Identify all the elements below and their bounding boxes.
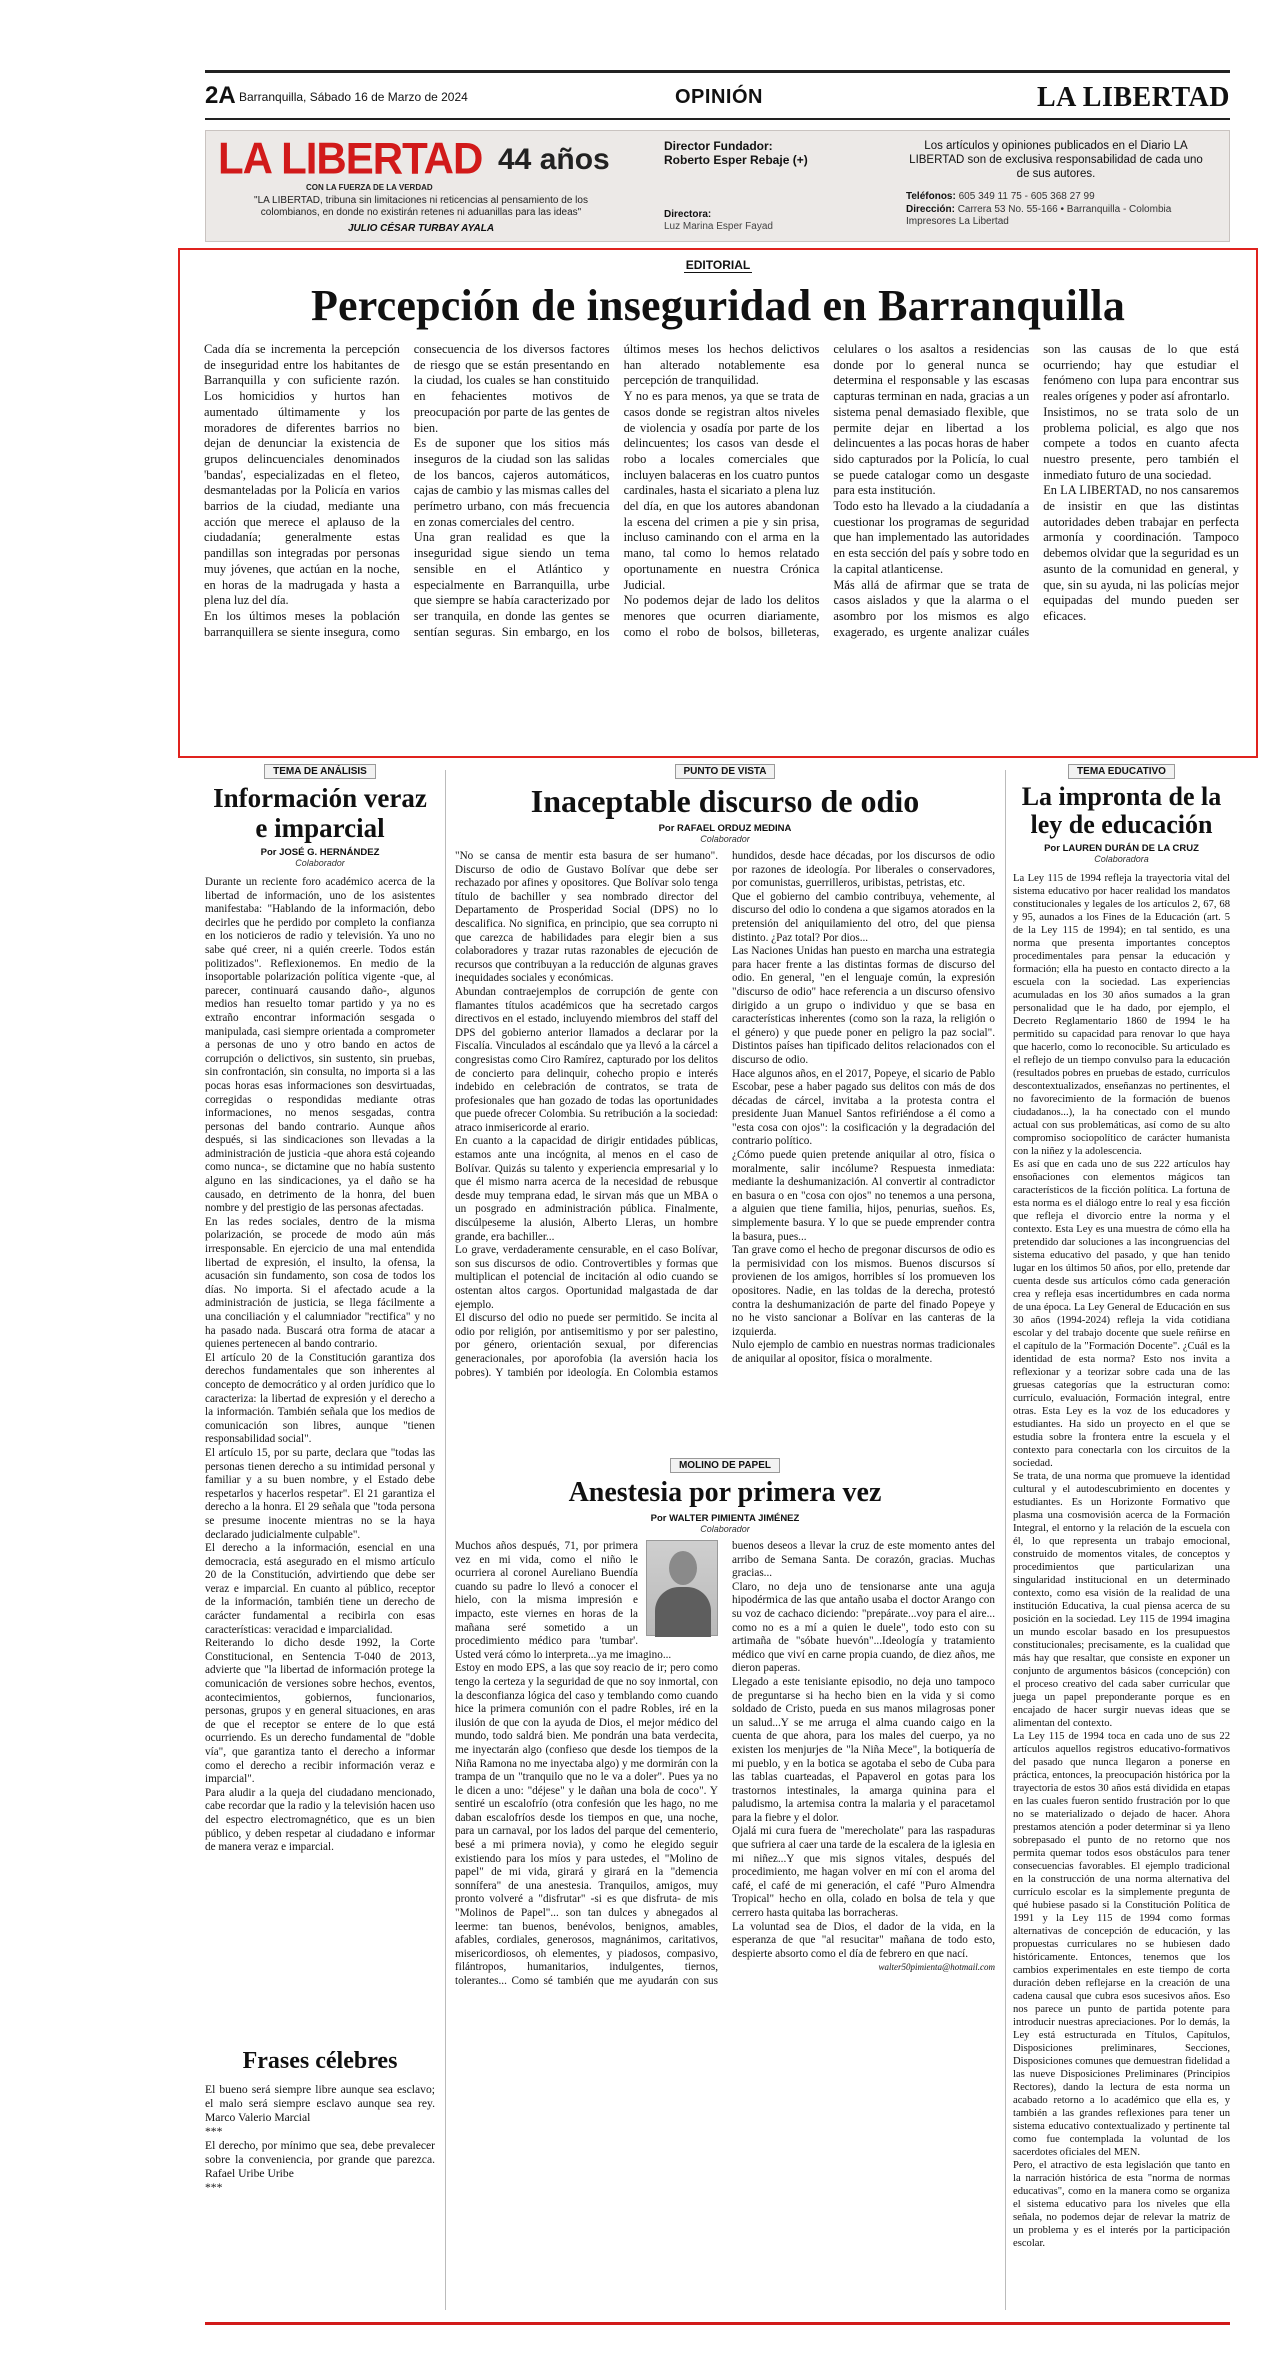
right-paragraph: Pero, el atractivo de esta legislación que tanto en la narración histórica de esta "norma de normas educativas", como en la manera como se organiza el sistema educativo para los niveles que ella señala, no podemos dejar de relevar la matriz de un problema y es el interés por la participación escolar.: [1013, 2160, 1230, 2249]
masthead-quote-author: JULIO CÉSAR TURBAY AYALA: [347, 223, 495, 234]
left-role: Colaborador: [295, 858, 345, 868]
column-divider: [445, 770, 446, 2310]
editorial-paragraph: Insistimos, no se trata solo de un problema policial, es algo que nos compete a todos en cuanto afecta nuestro presente, pero también el inmediato futuro de una sociedad.: [1043, 404, 1239, 482]
bottom-kicker: [455, 1460, 995, 1471]
top-rule: [205, 70, 1230, 73]
quotes-title: Frases célebres: [242, 2048, 398, 2074]
bottom-paragraph: Estoy en modo EPS, a las que soy reacio de ir; pero como tengo la certeza y la seguridad de que no soy inmortal, con la desconfianza lógica del caso y temblando como cuando hice la primera comunión con el padre Robles, iré en la ilusión de que con la ayuda de Dios, el mejor médico del mundo, todo saldrá bien. Me pondrán una bata verdecita, me inyectarán algo (confieso que desde los tiempos de la Niña Ramona no me inyectaba algo) y me dormirán con la trampa de un "tranquilo que no le va a doler". Pues ya no le dicen a uno: "déjese" y le dañan una bola de coco". Y sentiré un escalofrío (otra confesión que les hago, no me daban escalofríos desde los tiempos en que, una noche, para un carnaval, por los lados del parque del cementerio, besé a mi primera novia), y como he elegido seguir existiendo para los míos y para ustedes, el "Molino de papel" de mi vida, girará y girará en la "demencia sonnífera" de una anestesia. Tranquilos, amigos, muy pronto volveré a "disfrutar" -si es que disfruta- de mis "Molinos de Papel"... son tan dulces y abnegados al leerme: tan buenos, benévolos, benignos, amables, afables, cordiales, generosos, magnánimos, caritativos, misericordiosos, oh elementes, y piadosos, compasivo, filántropos, humanitarios, indulgentes, tiernos, tolerantes... Como sé también que me ayudarán con sus buenos deseos a llevar la cruz de este momento antes del arribo de Semana Santa. De corazón, gracias. Muchas gracias...: [455, 1540, 995, 1987]
bottom-paragraph: La voluntad sea de Dios, el dador de la vida, en la esperanza de que "al resucitar" mañana de todo esto, despierte absorto como el día de febrero en que nací.: [732, 1920, 995, 1960]
dateline: Barranquilla, Sábado 16 de Marzo de 2024: [239, 90, 468, 104]
center-paragraph: Tan grave como el hecho de pregonar discursos de odio es la permisividad con los mismos. Buenos discursos sí provienen de los amigos, horribles sí los promueven los opositores. Nadie, en las toldas de la derecha, protestó contra la deshumanización de parte del finado Popeye y no he visto sancionar a Bolívar en las canteras de la izquierda.: [732, 1244, 995, 1338]
bottom-rule: [205, 2322, 1230, 2325]
bottom-title: Anestesia por primera vez: [568, 1477, 882, 1508]
editorial-body: [204, 342, 1239, 752]
director-name: Luz Marina Esper Fayad: [664, 221, 773, 232]
editorial-paragraph: Es de suponer que los sitios más inseguros de la ciudad son las salidas de los bancos, cajeros automáticos, cajas de cambio y las mismas calles del perímetro urbano, con más frecuencia en zonas comerciales del centro.: [413, 436, 610, 529]
center-paragraph: Lo grave, verdaderamente censurable, en el caso Bolívar, son sus discursos de odio. Controvertibles y formas que multiplican el potencial de incitación al odio cuando se ostentan altos cargos. Oportunidad malgastada de dar ejemplo.: [455, 1244, 718, 1311]
center-body: [455, 850, 995, 1450]
masthead-years: 44 años: [498, 143, 610, 176]
left-kicker-text: TEMA DE ANÁLISIS: [264, 764, 376, 779]
header-rule: [205, 118, 1230, 120]
editorial-policy: Los artículos y opiniones publicados en el Diario LA LIBERTAD son de exclusiva responsabilidad de cada uno de sus autores.: [909, 140, 1203, 180]
center-paragraph: El discurso del odio no puede ser permitido. Se incita al odio por religión, por antisemitismo y por ser palestino, por género, orientación sexual, por diferencias generacionales, por aporofobia (la aversión hacia los pobres). Y también por ideología. En Colombia estamos hundidos, desde hace décadas, por los discursos de odio por razones de ideología. Por liberales o conservadores, por comunistas, guerrilleros, uribistas, petristas, etc.: [455, 850, 995, 1379]
phones-label: Teléfonos:: [906, 191, 956, 202]
bottom-body: [455, 1540, 995, 2280]
quote-item: El bueno será siempre libre aunque sea esclavo; el malo será siempre esclavo aunque sea rey. Marco Valerio Marcial: [205, 2083, 435, 2124]
masthead-tagline: CON LA FUERZA DE LA VERDAD: [306, 183, 433, 192]
center-role: Colaborador: [700, 834, 750, 844]
masthead-quote: "LA LIBERTAD, tribuna sin limitaciones ni reticencias al pensamiento de los colombianos, en donde no existirán retenes ni aduanillas para las ideas": [254, 195, 588, 218]
editorial-paragraph: Y no es para menos, ya que se trata de casos donde se registran altos niveles de violencia y osadía por parte de los delincuentes; los casos van desde el robo a locales comerciales que incluyen balaceras en los cuatro puntos cardinales, hasta el sicariato a plena luz del día, en que los autores abandonan la escena del crimen a pie y sin prisa, incluso caminando con el arma en la mano, tal como lo hemos relatado oportunamente en nuestra Crónica Judicial.: [623, 389, 820, 592]
editorial-paragraph: Todo esto ha llevado a la ciudadanía a cuestionar los programas de seguridad que han implementado las autoridades en esta sección del país y sobre todo en la capital atlanticense.: [833, 499, 1030, 576]
left-paragraph: El artículo 15, por su parte, declara que "todas las personas tienen derecho a su intimidad personal y familiar y a su buen nombre, y el Estado debe respetarlos y hacerlos respetar". El 21 garantiza el derecho a la honra. El 29 señala que "toda persona se presume inocente mientras no se la haya declarado judicialmente culpable".: [205, 1446, 435, 1541]
bottom-paragraph: Claro, no deja uno de tensionarse ante una aguja hipodérmica de las que antaño usaba el doctor Arango con su voz de cachaco diciendo: "prepárate...voy para el aire... como no es a mí a quien le duele", todo esto con su artimaña de "sóbate huevón"...Ideología y tratamiento médico que viví en carne propia cuando, de diez años, me dieron paperas.: [732, 1580, 995, 1675]
right-paragraph: La Ley 115 de 1994 toca en cada uno de sus 22 artículos aquellos registros educativo-formativos del pasado que nunca llegaron a ponerse en práctica, entonces, la preocupación histórica por la trayectoria de estos 30 años está dividida en etapas en las cuales fueron sentido frustración por lo que no se materializado o dejado de hacer. Ahora prestamos atención a poder determinar si ya lleno sobrepasado el punto de no retorno que nos permita quemar todos esos obstáculos para tener consecuencias favorables. El ejemplo tradicional en la construcción de una norma alternativa del currículo escolar es la simplemente pregunta de qué hubiese pasado si la Constitución Política de 1991 y la Ley 115 de 1994 como formas alternativas de concepción de educación, y las propuestas curriculares no se hubiesen dado históricamente. Entonces, tenemos que los cambios experimentales en este tiempo de corta duración deben reflejarse en la creación de una cadena causal que cubra esos sucesivos años. Eso nos parece un punto de partida potente para introducir nuestras apreciaciones. Por lo demás, la Ley está estructurada en Títulos, Capítulos, Disposiciones preliminares, Secciones, Disposiciones comunes que demuestran fidelidad a las nueve Disposiciones Preliminares (Principios Rectores), dando la lectura de esta norma un acabado retorno a lo académico que ella es, y también a las grandes reflexiones para tener un sistema educativo contextualizado y pertinente tal como fue contemplada la voluntad de los sacerdotes oficiales del MEN.: [1013, 1731, 1230, 2158]
masthead: [205, 130, 1230, 242]
left-title: Información veraz e imparcial: [213, 783, 427, 843]
editorial-paragraph: Cada día se incrementa la percepción de inseguridad entre los habitantes de Barranquilla y con suficiente razón. Los homicidios y hurtos han aumentado últimamente y los moradores de diferentes barrios no dejan de denunciar la existencia de grupos delincuenciales denominados 'bandas', especializadas en el fleteo, desmanteladas por la Policía en varios barrios de la ciudad, mediante una acción que merece el aplauso de la ciudadanía; generalmente estas pandillas son integradas por personas muy jóvenes, que actúan en la noche, en horas de la madrugada y hasta a plena luz del día.: [204, 342, 400, 608]
left-paragraph: El derecho a la información, esencial en una democracia, está asegurado en el mismo artículo 20 de la Constitución, advirtiendo que debe ser veraz e imparcial. En cuanto al público, receptor de la información, también tiene un derecho de carácter fundamental a recibirla con esas características: veracidad e imparcialidad.: [205, 1542, 435, 1636]
left-paragraph: Durante un reciente foro académico acerca de la libertad de información, uno de los asistentes manifestaba: "Hablando de la información, debo decirles que he perdido por completo la confianza en los noticieros de radio y televisión. Ya uno no sabe qué creer, ni a quién creerle. Todos están politizados". Reflexionemos. En medio de la insoportable polarización política vigente -que, al parecer, continuará causando daño-, algunos medios han resuelto tomar partido y ya no es extraño encontrar información sesgada o manipulada, casi siempre orientada a comprometer a personas de uno y otro bando en actos de corrupción o delictivos, sin sustento, sin pruebas, sin confrontación, sin consulta, no importa si a las pocas horas esas informaciones son desvirtuadas, corregidas o respondidas mediante otras informaciones, no menos sesgadas, contra personas del bando contrario. Aunque años después, si las sindicaciones son llevadas a la administración de justicia -que ahora está cojeando como nunca-, se dictamine que no había sustento alguno en las sindicaciones, ya el daño se ha causado, en detrimento de la honra, del buen nombre y del prestigio de las personas afectadas.: [205, 876, 435, 1215]
bottom-paragraph: Llegado a este tenisiante episodio, no deja uno tampoco de preguntarse si ha hecho bien en la vida y si como soldado de Cristo, pueda en sus manos milagrosas poner un salud...Y se me arruga el alma cuando caigo en la cuenta de que ahora, para los males del cuerpo, ya no existen los menjurjes de "la Niña Mece", la botiquería de mi pueblo, y en la botica se agotaba el sebo de Cuba para las tablas cuarteadas, el Papaverol en gotas para los trastornos intestinales, la amarga quinina para el paludismo, la artemisa contra la malaria y el paracetamol para la fiebre y el dolor.: [732, 1675, 995, 1824]
newspaper-page: [204, 70, 1239, 2325]
editorial-title: Percepción de inseguridad en Barranquilla: [310, 281, 1126, 330]
editorial-paragraph: En LA LIBERTAD, no nos cansaremos de insistir en que las distintas autoridades deben trabajar en perfecta armonía y coordinación. Tampoco debemos olvidar que la seguridad es un asunto de la comunidad en general, y que, sin su ayuda, ni las policías mejor equipadas del mundo pueden ser eficaces.: [1043, 483, 1239, 623]
address-line: [906, 204, 1226, 217]
quote-separator: ***: [205, 2181, 223, 2194]
author-photo: [646, 1540, 718, 1636]
right-kicker-text: TEMA EDUCATIVO: [1068, 764, 1175, 779]
column-divider: [1005, 770, 1006, 2310]
editorial-paragraph: En los últimos meses la población barranquillera se siente insegura, como consecuencia de los diversos factores de riesgo que se están presentando en la ciudad, los cuales se han constituido en fehacientes motivos de preocupación por parte de las gentes de bien.: [204, 342, 610, 639]
left-article: [205, 766, 435, 2316]
quote-item: El derecho, por mínimo que sea, debe prevalecer sobre la conveniencia, por grande que parezca. Rafael Uribe Uribe: [205, 2139, 435, 2180]
center-article: [455, 766, 995, 1379]
founder-label: Director Fundador:: [664, 139, 773, 153]
bottom-role: Colaborador: [700, 1524, 750, 1534]
address-value: Carrera 53 No. 55-166 • Barranquilla - Colombia: [957, 203, 1172, 215]
center-paragraph: Hace algunos años, en el 2017, Popeye, el sicario de Pablo Escobar, pese a haber pagado sus delitos con más de dos décadas de cárcel, invitaba a la protesta contra el presidente Juan Manuel Santos refiriéndose a él como a "esta cosa con ojos": la cosificación y la degradación del contrario político.: [732, 1067, 995, 1148]
bottom-article: [455, 1460, 995, 2310]
quote-separator: ***: [205, 2125, 223, 2138]
right-role: Colaboradora: [1094, 854, 1149, 864]
right-article: [1013, 766, 1230, 2316]
right-paragraph: La Ley 115 de 1994 refleja la trayectoria vital del sistema educativo por hacer realidad los mandatos constitucionales y legales de los artículos 2, 67, 68 y 95, aunados a los Fines de la Educación (art. 5 de la Ley 115 de 1994); en tal sentido, es una norma que presenta importantes conceptos procedimentales para pensar la educación y formación; ella ha puesto en contacto directo a la escuela con la sociedad. Las experiencias acumuladas en los 30 años sumados a la gran personalidad que le ha dado, por ejemplo, el Decreto Reglamentario 1860 de 1994 le ha permitido su capacidad para renovar lo que haya que hacerlo, como lo reconocible. Su articulado es el reflejo de un tiempo convulso para la educación (resultados pobres en pruebas de estado, currículos descontextualizados, enseñanzas no pertinentes, el no favorecimiento de la formación de buenos ciudadanos...), la ha conectado con el mundo actual con sus problemáticas, así como de su alto compromiso sociopolítico de carácter humanista con la niñez y la adolescencia.: [1013, 873, 1230, 1157]
center-paragraph: Nulo ejemplo de cambio en nuestras normas tradicionales de aniquilar al opositor, física o moralmente.: [732, 1339, 995, 1365]
right-byline: Por LAUREN DURÁN DE LA CRUZ: [1044, 843, 1199, 854]
left-byline: Por JOSÉ G. HERNÁNDEZ: [260, 847, 380, 858]
left-body: [205, 876, 435, 2036]
left-kicker: [205, 766, 435, 777]
right-body: [1013, 872, 1230, 2282]
brand-name: LA LIBERTAD: [1036, 82, 1230, 113]
center-paragraph: "No se cansa de mentir esta basura de ser humano". Discurso de odio de Gustavo Bolívar que debe ser rechazado por afines y opositores. Que Bolívar solo tenga título de bachiller y sea nombrado director del Departamento de Prosperidad Social (DPS) no lo descalifica. No significa, en principio, que sea corrupto ni que carezca de habilidades para elegir bien a sus colaboradores y trazar rutas razonables de ejecución de recursos que contribuyan a la reducción de algunas graves inequidades sociales y económicas.: [455, 850, 718, 985]
photo-torso: [655, 1587, 711, 1637]
center-kicker: [455, 766, 995, 777]
editorial-paragraph: Más allá de afirmar que se trata de casos aislados y que la alarma o el asombro por los mismos es algo exagerado, es urgente analizar cuáles son las causas de lo que está ocurriendo; hay que estudiar el fenómeno con lupa para encontrar sus reales orígenes y poder así afrontarlo.: [833, 342, 1239, 639]
right-title: La impronta de la ley de educación: [1021, 782, 1222, 839]
bottom-paragraph: Ojalá mi cura fuera de "merecholate" para las raspaduras que sufriera al caer una tarde de la escalera de la iglesia en mi niñez...Y que mis signos vitales, después del procedimiento, me hagan volver en mí con el aroma del café, el café de mi generación, el café "Puro Almendra Tropical" hecho en olla, colado en bolsa de tela y que cerrero hasta quitaba las borracheras.: [732, 1825, 995, 1920]
center-title: Inaceptable discurso de odio: [530, 783, 920, 819]
founder-name: Roberto Esper Rebaje (+): [664, 153, 808, 167]
phones-value: 605 349 11 75 - 605 368 27 99: [958, 191, 1095, 202]
center-paragraph: En cuanto a la capacidad de dirigir entidades públicas, estamos ante una incógnita, al menos en el caso de Bolívar. Quizás su talento y experiencia empresarial y lo que él mismo narra acerca de la necesidad de rebusque desde muy temprana edad, le sirvan más que un MBA o un posgrado en administración pública. Finalmente, discúlpeseme la alusión, Alberto Lleras, un hombre grande, era bachiller...: [455, 1135, 718, 1243]
left-paragraph: Reiterando lo dicho desde 1992, la Corte Constitucional, en Sentencia T-040 de 2013, advierte que "la libertad de información protege la comunicación de versiones sobre hechos, eventos, acontecimientos, gobiernos, funcionarios, personas, grupos y en general situaciones, en aras de que el receptor se entere de lo que está ocurriendo. Es un derecho fundamental de "doble vía", que garantiza tanto el derecho a informar como el derecho a recibir información veraz e imparcial".: [205, 1637, 435, 1786]
editorial-paragraph: Una gran realidad es que la inseguridad sigue siendo un tema sensible en el Atlántico y especialmente en Barranquilla, urbe que siempre se había caracterizado por ser tranquila, en donde las gentes se sentían seguras. Sin embargo, en los últimos meses los hechos delictivos han alterado notablemente esa percepción de tranquilidad.: [413, 342, 820, 639]
editorial-box: [178, 248, 1258, 758]
bottom-kicker-text: MOLINO DE PAPEL: [670, 1458, 780, 1473]
author-email: walter50pimienta@hotmail.com: [878, 1962, 995, 1973]
phones-line: [906, 191, 1226, 204]
left-paragraph: En las redes sociales, dentro de la misma polarización, se procede de modo aún más irresponsable. En ejercicio de una mal entendida libertad de expresión, el insulto, la ofensa, la acusación sin fundamento, son cosa de todos los días. No importa. Si el afectado acude a la administración de justicia, se llega fácilmente a una conciliación y el calumniador "rectifica" y no ha pasado nada. Buscará otra forma de atacar a quienes pertenecen al bando contrario.: [205, 1215, 435, 1351]
photo-head: [669, 1551, 697, 1585]
left-paragraph: Para aludir a la queja del ciudadano mencionado, cabe recordar que la radio y la televisión hacen uso del espectro electromagnético, que es un bien público, y deben respetar al ciudadano e informar de manera veraz e imparcial.: [205, 1786, 435, 1854]
right-paragraph: Es así que en cada uno de sus 222 artículos hay ensoñaciones con elementos mágicos tan característicos de la ficción política. La fortuna de esta norma es el diálogo entre lo real y esa ficción que refleja el divorcio entre la norma y el contexto. Esta Ley es una muestra de cómo ella ha pretendido dar soluciones a las incongruencias del sistema educativo del pasado, y que han tenido lugar en los últimos 50 años, por ello, pretende dar cuenta desde sus artículos cómo cada generación crea y refleja esas incertidumbres en cada norma de una época. La Ley General de Educación en sus 30 años (1994-2024) refleja la vida cotidiana escolar y del trabajo docente que suele reñirse en el capítulo de la "Formación Docente". ¿Cuál es la identidad de esta norma? Esto nos invita a reflexionar y a teorizar sobre cada una de las gruesas categorías que la estructuran como: currículo, evaluación, Formación integral, entre otras. Esta Ley es la voz de los educadores y estudiantes. Ha sido un proyecto en el que se estudia sobre la frontera entre la escuela y el contexto para conectarla con los circuitos de la sociedad.: [1013, 1159, 1230, 1469]
quotes-body: [205, 2083, 435, 2195]
center-paragraph: ¿Cómo puede quien pretende aniquilar al otro, física o moralmente, salir incólume? Respuesta inmediata: mediante la deshumanización. Al convertir al contradictor en basura o en "cosa con ojos" no tenemos a una persona, a alguien que tiene familia, hijos, penurias, sueños. Es, simplemente basura. Y lo que se puede emprender contra la basura, pues...: [732, 1149, 995, 1243]
address-label: Dirección:: [906, 203, 955, 215]
center-kicker-text: PUNTO DE VISTA: [675, 764, 776, 779]
bottom-byline: Por WALTER PIMIENTA JIMÉNEZ: [650, 1513, 800, 1524]
left-paragraph: El artículo 20 de la Constitución garantiza dos derechos fundamentales que son inherentes al concepto de democrático y al orden jurídico que lo caracteriza: la libertad de expresión y el derecho a la información. También señala que los medios de comunicación son libres, aunque "tienen responsabilidad social".: [205, 1351, 435, 1446]
masthead-logo: LA LIBERTAD: [218, 133, 483, 184]
center-paragraph: Que el gobierno del cambio contribuya, vehemente, al discurso del odio lo condena a que sigamos atorados en la pretensión del aniquilamiento del otro, del que piensa distinto. ¿Paz total? Por dios...: [732, 890, 995, 944]
page-number: 2A: [205, 82, 236, 109]
right-paragraph: Se trata, de una norma que promueve la identidad cultural y el autodescubrimiento en docentes y estudiantes. Es un Horizonte Formativo que plasma una cosmovisión acerca de la Formación Integral, el entorno y la relación de la escuela con él, lo que representa un trabajo emocional, construido de momentos vitales, de conceptos y procedimientos que particularizan una singularidad institucional en un determinado contexto, como esa visión de la realidad de una institución Educativa, la cual piensa acerca de su posición en la sociedad. Ley 115 de 1994 imagina un mundo escolar basado en los presupuestos constitucionales; precisamente, es la cualidad que más hay que resaltar, que consiste en exponer un conjunto de argumentos básicos (concepción) con el proceso creativo del cada saber curricular que juega un papel preponderante porque es en encajado de hacer surgir nuevas ideas que se alimentan del contexto.: [1013, 1471, 1230, 1729]
contact-info: [906, 191, 1226, 229]
center-byline: Por RAFAEL ORDUZ MEDINA: [658, 823, 792, 834]
printer-line: Impresores La Libertad: [906, 216, 1009, 227]
bottom-paragraph: Muchos años después, 71, por primera vez en mi vida, como el niño le ocurriera al coronel Aureliano Buendía cuando su padre lo llevó a conocer el hielo, con la misma impresión e impacto, este viernes en horas de la mañana seré sometido a un procedimiento médico para 'tumbar'. Usted verá cómo lo interpreta...ya me imagino...: [455, 1540, 672, 1661]
center-paragraph: Abundan contraejemplos de corrupción de gente con flamantes títulos académicos que ha secretado cargos directivos en el estado, incluyendo miembros del staff del DPS del gobierno anterior llamados a declarar por la Fiscalía. Vinculados al escándalo que ya llevó a la cárcel a congresistas como Ciro Ramírez, capturado por los delitos de concierto para delinquir, cohecho propio e interés indebido en celebración de contratos, se trata de profesionales que han gozado de todas las oportunidades que puede ofrecer Colombia. Su retribución a la sociedad: atraco inmisericorde al erario.: [455, 985, 718, 1134]
center-paragraph: Las Naciones Unidas han puesto en marcha una estrategia para hacer frente a las distintas formas de discurso del odio. En general, "en el lenguaje común, la expresión "discurso de odio" hace referencia a un discurso ofensivo dirigido a un grupo o individuo y que se basa en características inherentes (como son la raza, la religión o el género) y que puede poner en peligro la paz social". Distintos países han tipificado delitos relacionados con el discurso de odio.: [732, 945, 995, 1066]
right-kicker: [1013, 766, 1230, 777]
director-label: Directora:: [664, 209, 712, 220]
editorial-kicker: [180, 258, 1256, 272]
editorial-kicker-text: EDITORIAL: [685, 258, 751, 272]
editorial-paragraph: No podemos dejar de lado los delitos menores que ocurren diariamente, como el robo de bolsos, billeteras, celulares o los asaltos a residencias donde por lo general nunca se determina el responsable y las escasas capturas terminan en nada, gracias a un sistema penal demasiado flexible, que permite dejar en libertad a los delincuentes a las pocas horas de haber sido capturados por la Policía, lo cual se puede catalogar como un desgaste para esta institución.: [623, 342, 1030, 639]
section-name: OPINIÓN: [675, 86, 763, 108]
